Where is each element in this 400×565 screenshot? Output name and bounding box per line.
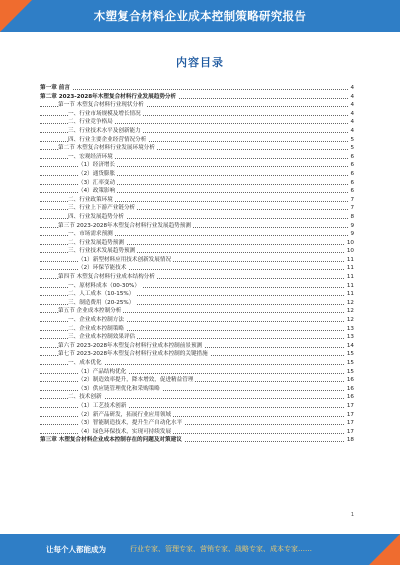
toc-entry[interactable] xyxy=(0,307,400,316)
toc-entry-label: 四、行业主要企业经营情况分析 xyxy=(68,136,147,143)
toc-entry-label: （1）产品结构优化 xyxy=(78,368,127,375)
toc-entry[interactable] xyxy=(0,110,400,119)
toc-entry[interactable] xyxy=(0,385,400,394)
toc-entry-label: 三、行业技术发展趋势预测 xyxy=(68,248,136,255)
toc-entry-page: 17 xyxy=(346,428,354,435)
toc-entry-label: 第二节 木塑复合材料行业发展环境分析 xyxy=(58,145,155,152)
toc-entry[interactable] xyxy=(0,93,400,102)
toc-entry[interactable] xyxy=(0,153,400,162)
toc-entry-label: （2）通货膨胀 xyxy=(78,170,116,177)
report-title: 木塑复合材料企业成本控制策略研究报告 xyxy=(93,9,307,23)
toc-entry[interactable] xyxy=(0,179,400,188)
toc-entry-label: 第二章 2023-2028年木塑复合材料行业发展趋势分析 xyxy=(40,93,177,100)
toc-entry[interactable] xyxy=(0,290,400,299)
toc-entry[interactable] xyxy=(0,402,400,411)
toc-entry[interactable] xyxy=(0,299,400,308)
toc-entry-page: 16 xyxy=(346,377,354,384)
toc-entry-page: 6 xyxy=(350,179,354,186)
toc-entry-label: （1）新型材料应用技术创新发展情况 xyxy=(78,256,172,263)
toc-entry-page: 11 xyxy=(346,282,354,289)
toc-entry-page: 15 xyxy=(346,351,354,358)
toc-entry-page: 4 xyxy=(350,119,354,126)
toc-entry-label: （2）环保节能技术 xyxy=(78,265,127,272)
toc-entry-page: 16 xyxy=(346,394,354,401)
toc-entry-label: 一、原材料成本（00-30%） xyxy=(68,282,140,289)
toc-entry-page: 6 xyxy=(350,170,354,177)
toc-entry-label: 第五节 企业成本控制分析 xyxy=(58,308,122,315)
toc-entry[interactable] xyxy=(0,359,400,368)
toc-entry[interactable] xyxy=(0,222,400,231)
toc-entry-page: 11 xyxy=(346,265,354,272)
toc-entry-label: 第三章 木塑复合材料企业成本控制存在的问题及对策建议 xyxy=(40,437,182,444)
toc-entry-label: 一、企业成本控制方法 xyxy=(68,317,124,324)
toc-entry-page: 6 xyxy=(350,162,354,169)
toc-entry-page: 7 xyxy=(350,205,354,212)
toc-entry[interactable] xyxy=(0,204,400,213)
toc-entry-label: 二、行业竞争格局 xyxy=(68,119,113,126)
toc-entry-label: 第七节 2023-2028年木塑复合材料行业成本控制的关键措施 xyxy=(58,351,208,358)
toc-entry[interactable] xyxy=(0,256,400,265)
toc-leader-dots xyxy=(40,89,354,90)
toc-entry[interactable] xyxy=(0,316,400,325)
toc-entry-label: 四、行业发展趋势分析 xyxy=(68,213,124,220)
toc-entry-page: 17 xyxy=(346,420,354,427)
toc-entry[interactable] xyxy=(0,118,400,127)
toc-entry[interactable] xyxy=(0,187,400,196)
toc-entry-label: （4）政策影响 xyxy=(78,188,116,195)
toc-entry-label: 三、企业成本控制效果评估 xyxy=(68,334,136,341)
toc-entry-label: （3）汇率变动 xyxy=(78,179,116,186)
toc-entry-label: 二、技术创新 xyxy=(68,394,102,401)
toc-entry[interactable] xyxy=(0,170,400,179)
toc-entry-page: 4 xyxy=(350,85,354,91)
footer-corner-accent xyxy=(369,534,400,565)
toc-entry[interactable] xyxy=(0,264,400,273)
toc-entry-page: 12 xyxy=(346,299,354,306)
toc-entry-page: 4 xyxy=(350,93,354,100)
toc-entry-label: （3）智能制造技术，提升生产自动化水平 xyxy=(78,420,183,427)
toc-entry[interactable] xyxy=(0,136,400,145)
toc-entry-page: 16 xyxy=(346,385,354,392)
toc-entry[interactable] xyxy=(0,368,400,377)
toc-entry-page: 10 xyxy=(346,248,354,255)
toc-entry-label: 三、制造费用（20-25%） xyxy=(68,299,135,306)
toc-entry[interactable] xyxy=(0,411,400,420)
toc-entry-label: 二、企业成本控制策略 xyxy=(68,325,124,332)
toc-entry-page: 6 xyxy=(350,188,354,195)
toc-entry-label: 第三节 2023-2028年木塑复合材料行业发展趋势预测 xyxy=(58,222,191,229)
toc-entry-page: 4 xyxy=(350,102,354,109)
toc-entry[interactable] xyxy=(0,144,400,153)
toc-entry[interactable] xyxy=(0,101,400,110)
toc-entry[interactable] xyxy=(0,333,400,342)
toc-entry[interactable] xyxy=(0,127,400,136)
toc-entry-page: 12 xyxy=(346,308,354,315)
toc-entry[interactable] xyxy=(0,428,400,437)
page-number: 1 xyxy=(350,512,354,518)
toc-entry[interactable] xyxy=(0,239,400,248)
toc-entry-label: 二、行业发展趋势预测 xyxy=(68,239,124,246)
toc-entry-page: 14 xyxy=(346,342,354,349)
table-of-contents xyxy=(0,84,400,445)
toc-entry-page: 15 xyxy=(346,368,354,375)
page-footer xyxy=(0,534,400,565)
toc-entry-page: 18 xyxy=(346,437,354,444)
toc-entry[interactable] xyxy=(0,419,400,428)
toc-entry-page: 8 xyxy=(350,213,354,220)
toc-entry-label: 第四节 木塑复合材料行业成本结构分析 xyxy=(58,274,155,281)
toc-entry-label: 三、行业上下游产业链分析 xyxy=(68,205,136,212)
toc-entry-label: 一、成本优化 xyxy=(68,360,102,366)
toc-entry-label: 三、行业技术水平及创新能力 xyxy=(68,127,141,134)
toc-entry-label: （2）新产品研发，拓展行业应用领域 xyxy=(78,411,172,418)
toc-entry-page: 4 xyxy=(350,127,354,134)
toc-entry[interactable] xyxy=(0,213,400,222)
toc-entry-page: 9 xyxy=(350,231,354,238)
toc-entry[interactable] xyxy=(0,436,400,445)
toc-entry[interactable] xyxy=(0,325,400,334)
toc-entry-page: 13 xyxy=(346,334,354,341)
toc-entry-page: 15 xyxy=(346,360,354,366)
toc-entry-page: 17 xyxy=(346,402,354,409)
toc-entry[interactable] xyxy=(0,282,400,291)
toc-entry-label: 一、行业市场规模及增长情况 xyxy=(68,110,141,117)
toc-entry[interactable] xyxy=(0,161,400,170)
toc-entry-label: 一、宏观经济环境 xyxy=(68,153,113,160)
toc-entry-page: 4 xyxy=(350,110,354,117)
page-header xyxy=(0,0,400,32)
toc-entry-label: （2）制造效率提升，降本增效，促进精益管理 xyxy=(78,377,194,384)
toc-entry-label: （3）供应链管理优化和采购策略 xyxy=(78,385,160,392)
toc-entry[interactable] xyxy=(0,342,400,351)
toc-entry-label: 第一章 前言 xyxy=(40,85,70,91)
toc-entry-label: （1）经济增长 xyxy=(78,162,116,169)
toc-entry[interactable] xyxy=(0,247,400,256)
toc-entry-page: 6 xyxy=(350,153,354,160)
toc-entry-page: 11 xyxy=(346,256,354,263)
footer-slogan: 让每个人都能成为 xyxy=(46,545,106,554)
toc-entry-label: 一、市场需求预测 xyxy=(68,231,113,238)
toc-entry-label: 二、行业政策环境 xyxy=(68,196,113,203)
toc-entry[interactable] xyxy=(0,350,400,359)
toc-entry[interactable] xyxy=(0,376,400,385)
toc-entry-page: 5 xyxy=(350,136,354,143)
toc-entry-page: 13 xyxy=(346,325,354,332)
toc-entry[interactable] xyxy=(0,273,400,282)
toc-entry-page: 10 xyxy=(346,239,354,246)
toc-entry[interactable] xyxy=(0,196,400,205)
toc-entry-label: （1）工艺技术创新 xyxy=(78,402,127,409)
footer-expert-list: 行业专家、管理专家、营销专家、战略专家、成本专家…… xyxy=(130,545,312,553)
toc-entry[interactable] xyxy=(0,84,400,93)
toc-heading: 内容目录 xyxy=(176,56,224,69)
toc-entry-label: 第一节 木塑复合材料行业现状分析 xyxy=(58,102,144,109)
toc-entry-label: 第六节 2023-2028年木塑复合材料行业成本控制前景预测 xyxy=(58,342,203,349)
toc-entry[interactable] xyxy=(0,230,400,239)
toc-entry[interactable] xyxy=(0,393,400,402)
toc-entry-page: 17 xyxy=(346,411,354,418)
toc-entry-page: 12 xyxy=(346,317,354,324)
toc-entry-page: 9 xyxy=(350,222,354,229)
toc-entry-label: 二、人工成本（10-15%） xyxy=(68,291,135,298)
toc-entry-label: （4）绿色环保技术，实现可持续发展 xyxy=(78,428,172,435)
toc-entry-page: 11 xyxy=(346,291,354,298)
toc-entry-page: 7 xyxy=(350,196,354,203)
toc-entry-page: 11 xyxy=(346,274,354,281)
toc-entry-page: 5 xyxy=(350,145,354,152)
